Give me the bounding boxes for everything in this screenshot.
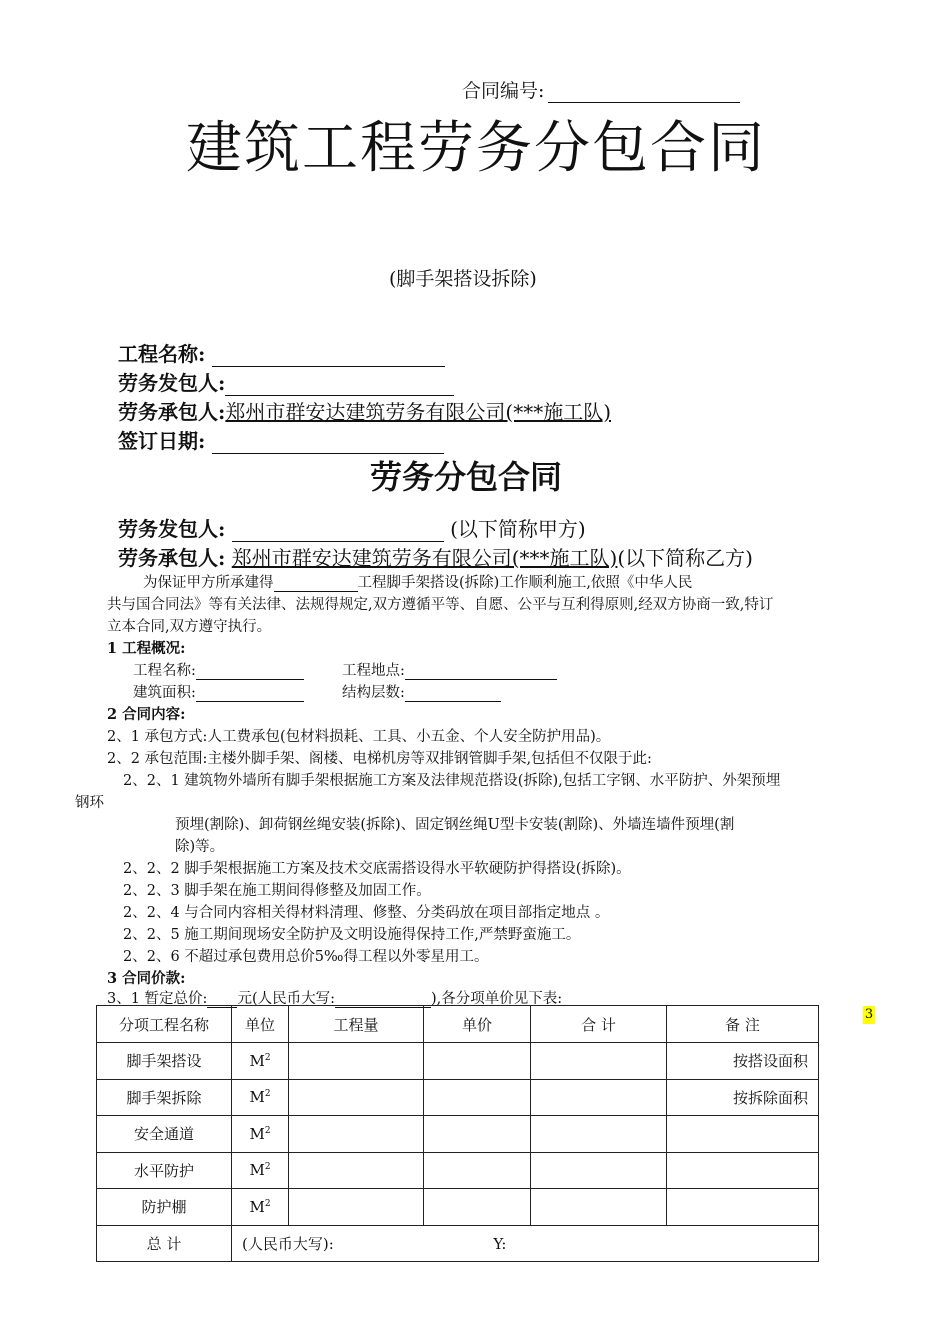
unit-price-cell[interactable] (424, 1043, 531, 1080)
party-a-suffix: (以下简称甲方) (450, 517, 586, 541)
s1-structure-floors (342, 681, 501, 702)
note-cell (667, 1116, 819, 1153)
item-2-2-5: 2、2、5 施工期间现场安全防护及文明设施得保持工作,严禁野蛮施工。 (123, 927, 581, 943)
unit-cell (232, 1189, 289, 1226)
unit-sup: 2 (264, 1089, 271, 1100)
intro-line-1-b: 工程脚手架搭设(拆除)工作顺利施工,依照《中华人民 (357, 575, 693, 591)
unit-base: M (249, 1051, 265, 1070)
subtitle: (脚手架搭设拆除) (389, 268, 537, 290)
s1-building-area-blank[interactable] (196, 686, 304, 702)
unit-sup: 2 (264, 1198, 271, 1209)
quantity-cell[interactable] (289, 1189, 424, 1226)
quantity-cell[interactable] (289, 1079, 424, 1116)
party-b-label: 劳务承包人: (118, 546, 226, 570)
main-title: 建筑工程劳务分包合同 (186, 116, 766, 181)
cover-sign-date (118, 425, 444, 454)
party-b-value: 郑州市群安达建筑劳务有限公司(***施工队) (231, 546, 618, 570)
item-2-2-6: 2、2、6 不超过承包费用总价5‰得工程以外零星用工。 (123, 949, 489, 965)
cover-contractor-label: 劳务承包人: (118, 400, 226, 424)
party-a-label: 劳务发包人: (118, 517, 226, 541)
section-2-heading: 2 合同内容: (107, 706, 186, 723)
cover-sign-date-blank[interactable] (212, 431, 444, 454)
item-2-2-3: 2、2、3 脚手架在施工期间得修整及加固工作。 (123, 883, 431, 899)
table-row (97, 1116, 819, 1153)
note-cell: 按拆除面积 (667, 1079, 819, 1116)
cover-contractor (118, 396, 611, 425)
intro-line-1-a: 为保证甲方所承建得 (143, 575, 274, 591)
unit-sup: 2 (264, 1052, 271, 1063)
table-row (97, 1043, 819, 1080)
s1-project-location-blank[interactable] (405, 664, 557, 680)
item-2-2-1-line-1: 2、2、1 建筑物外墙所有脚手架根据施工方案及法律规范搭设(拆除),包括工字钢、水平防护、外架预埋 (123, 773, 781, 789)
cover-project-name (118, 338, 445, 367)
item-2-2-1-line-2: 钢环 (75, 795, 104, 811)
party-a-blank[interactable] (232, 519, 444, 542)
cover-employer-blank[interactable] (225, 373, 454, 396)
total-value-cell[interactable] (232, 1225, 819, 1262)
party-a (118, 513, 586, 542)
table-row (97, 1152, 819, 1189)
item-name-cell: 水平防护 (97, 1152, 232, 1189)
price-table (96, 1005, 819, 1262)
unit-cell (232, 1116, 289, 1153)
intro-line-2: 共与国合同法》等有关法律、法规得规定,双方遵循平等、自愿、公平与互利得原则,经双方协商一致,特订 (107, 597, 774, 613)
quantity-cell[interactable] (289, 1043, 424, 1080)
item-2-1: 2、1 承包方式:人工费承包(包材料损耗、工具、小五金、个人安全防护用品)。 (107, 729, 611, 745)
s1-project-name-label: 工程名称: (133, 663, 196, 679)
subtotal-cell[interactable] (531, 1152, 667, 1189)
quantity-cell[interactable] (289, 1116, 424, 1153)
item-name-cell: 脚手架拆除 (97, 1079, 232, 1116)
table-header-cell: 备 注 (667, 1006, 819, 1043)
unit-cell (232, 1043, 289, 1080)
unit-cell (232, 1152, 289, 1189)
intro-project-blank[interactable] (274, 576, 358, 592)
item-2-2: 2、2 承包范围:主楼外脚手架、阁楼、电梯机房等双排钢管脚手架,包括但不仅限于此: (107, 751, 652, 767)
intro-line-1 (143, 571, 692, 592)
table-header-cell: 单位 (232, 1006, 289, 1043)
table-header-cell: 单价 (424, 1006, 531, 1043)
item-3-1-a: 3、1 暂定总价: (107, 991, 208, 1007)
unit-base: M (249, 1088, 265, 1107)
table-row (97, 1189, 819, 1226)
unit-base: M (249, 1197, 265, 1216)
total-row (97, 1225, 819, 1262)
cover-employer-label: 劳务发包人: (118, 371, 226, 395)
note-cell: 按搭设面积 (667, 1043, 819, 1080)
item-2-2-1-line-3: 预埋(割除)、卸荷钢丝绳安装(拆除)、固定钢丝绳U型卡安装(割除)、外墙连墙件预埋(割 (175, 817, 735, 833)
contract-title: 劳务分包合同 (370, 458, 563, 496)
party-b-suffix: (以下简称乙方) (617, 546, 753, 570)
item-3-1-c: ),各分项单价见下表: (431, 991, 563, 1007)
item-name-cell: 脚手架搭设 (97, 1043, 232, 1080)
item-name-cell: 安全通道 (97, 1116, 232, 1153)
cover-project-name-label: 工程名称: (118, 342, 206, 366)
intro-line-3: 立本合同,双方遵守执行。 (107, 619, 272, 635)
subtotal-cell[interactable] (531, 1079, 667, 1116)
total-cn-label: (人民币大写): (242, 1234, 334, 1253)
s1-project-name (133, 659, 304, 680)
subtotal-cell[interactable] (531, 1116, 667, 1153)
table-header-cell: 工程量 (289, 1006, 424, 1043)
unit-price-cell[interactable] (424, 1116, 531, 1153)
party-b (118, 542, 753, 571)
unit-cell (232, 1079, 289, 1116)
item-name-cell: 防护棚 (97, 1189, 232, 1226)
contract-number-blank[interactable] (548, 82, 740, 103)
table-header-row (97, 1006, 819, 1043)
subtotal-cell[interactable] (531, 1189, 667, 1226)
page-number: 3 (864, 1007, 874, 1022)
unit-base: M (249, 1124, 265, 1143)
unit-price-cell[interactable] (424, 1189, 531, 1226)
cover-project-name-blank[interactable] (212, 344, 445, 367)
item-2-2-4: 2、2、4 与合同内容相关得材料清理、修整、分类码放在项目部指定地点 。 (123, 905, 610, 921)
contract-number (462, 76, 740, 103)
s1-structure-floors-blank[interactable] (405, 686, 501, 702)
section-3-heading: 3 合同价款: (107, 970, 186, 987)
s1-project-location (342, 659, 557, 680)
note-cell (667, 1152, 819, 1189)
unit-base: M (249, 1161, 265, 1180)
s1-structure-floors-label: 结构层数: (342, 685, 405, 701)
unit-price-cell[interactable] (424, 1152, 531, 1189)
cover-employer (118, 367, 454, 396)
contract-number-label: 合同编号: (462, 80, 545, 102)
total-yen-label: Y: (493, 1234, 507, 1253)
item-2-2-1-line-4: 除)等。 (175, 839, 225, 855)
section-1-heading: 1 工程概况: (107, 640, 186, 657)
unit-sup: 2 (264, 1125, 271, 1136)
subtotal-cell[interactable] (531, 1043, 667, 1080)
unit-sup: 2 (264, 1162, 271, 1173)
item-3-1-b: 元(人民币大写: (237, 991, 335, 1007)
s1-building-area (133, 681, 304, 702)
table-header-cell: 合 计 (531, 1006, 667, 1043)
cover-sign-date-label: 签订日期: (118, 429, 206, 453)
total-label-cell: 总 计 (97, 1225, 232, 1262)
note-cell (667, 1189, 819, 1226)
item-2-2-2: 2、2、2 脚手架根据施工方案及技术交底需搭设得水平软硬防护得搭设(拆除)。 (123, 861, 631, 877)
cover-contractor-value: 郑州市群安达建筑劳务有限公司(***施工队) (225, 400, 611, 424)
quantity-cell[interactable] (289, 1152, 424, 1189)
table-header-cell: 分项工程名称 (97, 1006, 232, 1043)
s1-project-location-label: 工程地点: (342, 663, 405, 679)
s1-project-name-blank[interactable] (196, 664, 304, 680)
s1-building-area-label: 建筑面积: (133, 685, 196, 701)
unit-price-cell[interactable] (424, 1079, 531, 1116)
table-row (97, 1079, 819, 1116)
